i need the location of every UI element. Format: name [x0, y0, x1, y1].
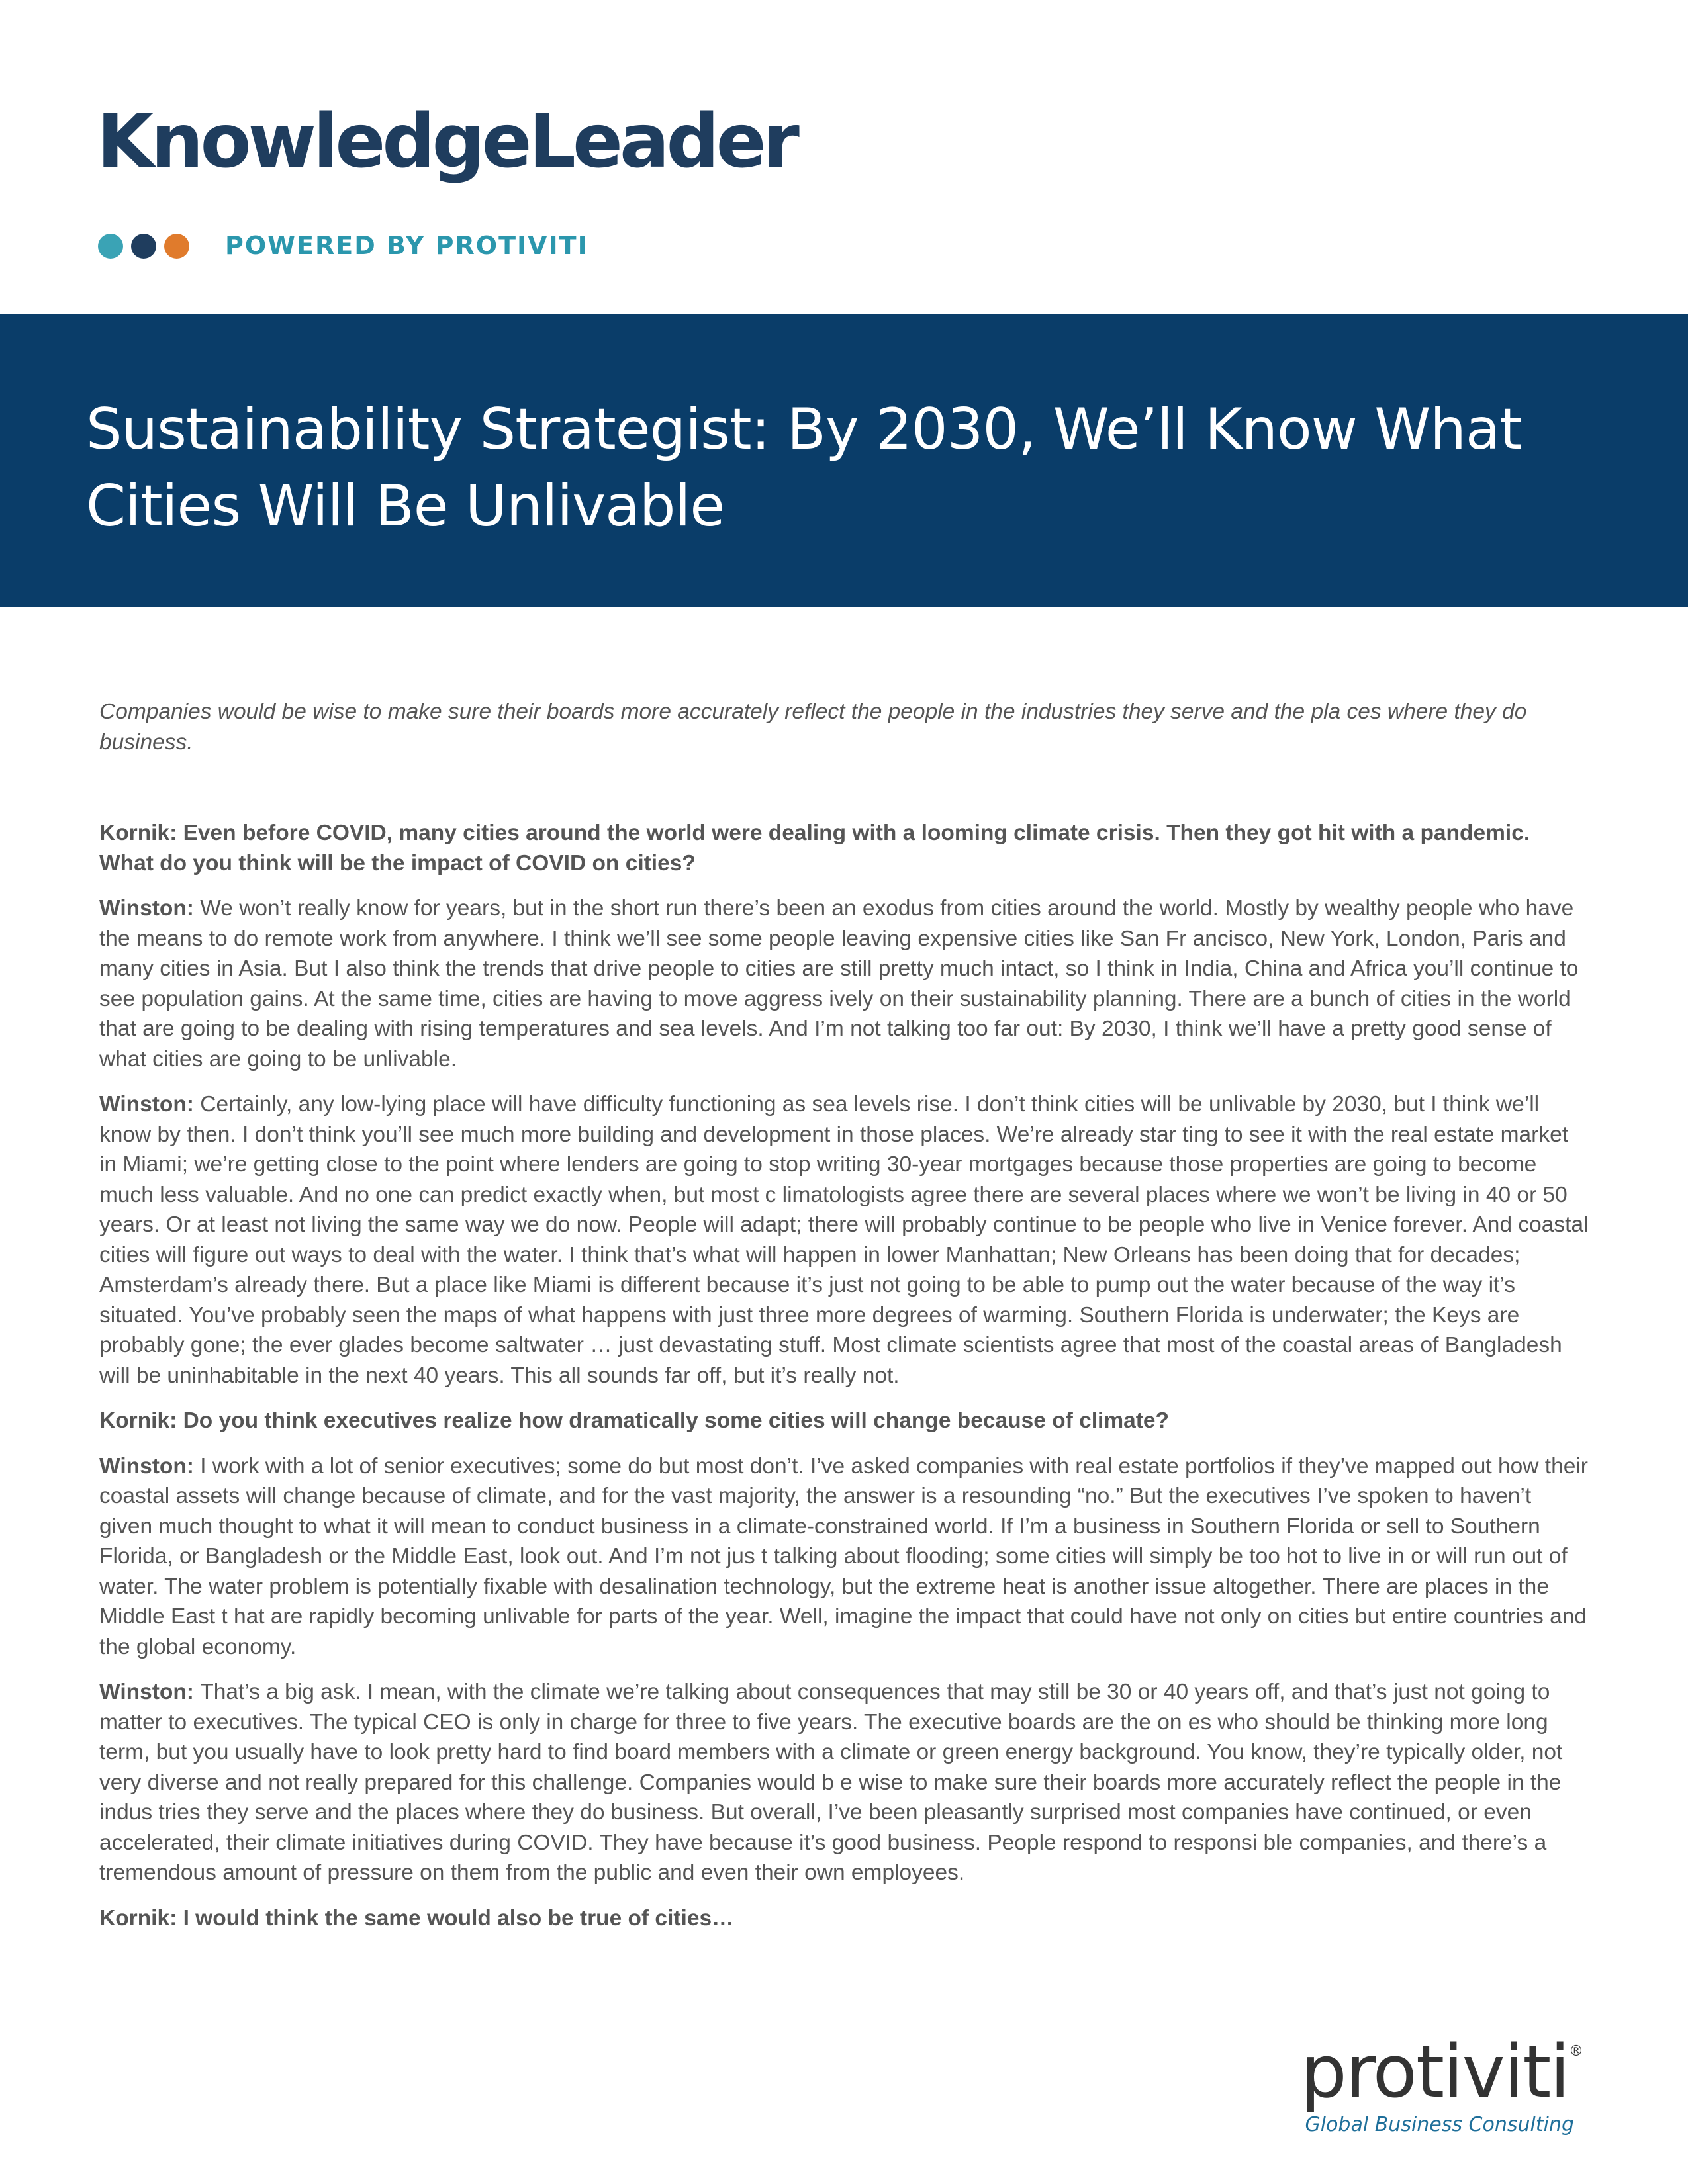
navy-dot-icon — [131, 234, 156, 259]
title-banner — [0, 314, 1688, 607]
speaker-label: Winston: — [99, 1092, 201, 1116]
protiviti-logo-text: protiviti — [1301, 2029, 1569, 2114]
speaker-label: Winston: — [99, 1680, 201, 1704]
teal-dot-icon — [98, 234, 123, 259]
speaker-label: Winston: — [99, 896, 201, 921]
paragraph-text: Even before COVID, many cities around the world were dealing with a looming climate crisis. Then they got hit with a pandemic. What do you think will be the impact of COVID on cities? — [99, 821, 1530, 876]
page-title-line-1: Sustainability Strategist: By 2030, We’ll Know What — [86, 396, 1522, 463]
protiviti-footer-logo — [1301, 2029, 1582, 2136]
knowledgeleader-logo: KnowledgeLeader — [97, 99, 796, 185]
registered-mark: ® — [1569, 2043, 1582, 2060]
page-title-line-2: Cities Will Be Unlivable — [86, 473, 725, 539]
interview-question — [99, 1406, 1589, 1436]
interview-question — [99, 818, 1589, 878]
speaker-label: Kornik: — [99, 821, 183, 845]
protiviti-wordmark — [1301, 2029, 1582, 2114]
interview-answer — [99, 1089, 1589, 1390]
speaker-label: Kornik: — [99, 1905, 183, 1931]
footer-tagline: Global Business Consulting — [1305, 2113, 1574, 2136]
interview-answer — [99, 1677, 1589, 1888]
paragraph-text: Certainly, any low-lying place will have difficulty functioning as sea levels rise. I don’t think cities will be unlivable by 2030, but I think we’ll know by then. I don’t think you’ll see much more building and development in those places. We’re already star ting to see it with the real estate market in Miami; we’re getting close to the point where lenders are going to stop writing 30-year mortgages because those properties are going to become much less valuable. And no one can predict exactly when, but most c limatologists agree there are several places where we won’t be living in 40 or 50 years. Or at least not living the same way we do now. People will adapt; there will probably continue to be people who live in Venice forever. And coastal cities will figure out ways to deal with the water. I think that’s what will happen in lower Manhattan; New Orleans has been doing that for decades; Amsterdam’s already there. But a place like Miami is different because it’s just not going to be able to pump out the water because of the way it’s situated. You’ve probably seen the maps of what happens with just three more degrees of warming. Southern Florida is underwater; the Keys are probably gone; the ever glades become saltwater … just devastating stuff. Most climate scientists agree that most of the coastal areas of Bangladesh will be uninhabitable in the next 40 years. This all sounds far off, but it’s really not. — [99, 1092, 1589, 1388]
speaker-label: Winston: — [99, 1453, 201, 1479]
paragraph-text: That’s a big ask. I mean, with the climate we’re talking about consequences that may still be 30 or 40 years off, and that’s just not going to matter to executives. The typical CEO is only in charge for three to five years. The executive boards are the on es who should be thinking more long term, but you usually have to look pretty hard to find board members with a climate or green energy background. You know, they’re typically older, not very diverse and not really prepared for this challenge. Companies would b e wise to make sure their boards more accurately reflect the people in the indus tries they serve and the places where they do business. But overall, I’ve been pleasantly surprised most companies have continued, or even accelerated, their climate initiatives during COVID. They have because it’s good business. People respond to responsi ble companies, and there’s a tremendous amount of pressure on them from the public and even their own employees. — [99, 1680, 1563, 1885]
paragraph-text: Do you think executives realize how dramatically some cities will change because of climate? — [183, 1408, 1169, 1433]
article-summary: Companies would be wise to make sure their boards more accurately reflect the people in the industries they serve and the pla ces where they do business. — [99, 700, 1527, 754]
interview-question — [99, 1903, 1589, 1934]
page-title — [86, 391, 1609, 545]
powered-by-label: POWERED BY PROTIVITI — [225, 231, 588, 260]
page-header — [0, 0, 1688, 314]
speaker-label: Kornik: — [99, 1408, 183, 1433]
article-body — [99, 697, 1589, 1948]
paragraph-text: I work with a lot of senior executives; some do but most don’t. I’ve asked companies with real estate portfolios if they’ve mapped out how their coastal assets will change because of climate, and for the vast majority, the answer is a resounding “no.” But the executives I’ve spoken to haven’t given much thought to what it will mean to conduct business in a climate-constrained world. If I’m a business in Southern Florida or sell to Southern Florida, or Bangladesh or the Middle East, look out. And I’m not jus t talking about flooding; some cities will simply be too hot to live in or will run out of water. The water problem is potentially fixable with desalination technology, but the extreme heat is another issue altogether. There are places in the Middle East t hat are rapidly becoming unlivable for parts of the year. Well, imagine the impact that could have not only on cities but entire countries and the global economy. — [99, 1453, 1588, 1659]
interview-answer — [99, 1451, 1589, 1662]
orange-dot-icon — [164, 234, 189, 259]
paragraph-text: We won’t really know for years, but in the short run there’s been an exodus from cities around the world. Mostly by wealthy people who have the means to do remote work from anywhere. I think we’ll see some people leaving expensive cities like San Fr ancisco, New York, London, Paris and many cities in Asia. But I also think the trends that drive people to cities are still pretty much intact, so I think in India, China and Africa you’ll continue to see population gains. At the same time, cities are having to move aggress ively on their sustainability planning. There are a bunch of cities in the world that are going to be dealing with rising temperatures and sea levels. And I’m not talking too far out: By 2030, I think we’ll have a pretty good sense of what cities are going to be unlivable. — [99, 896, 1579, 1071]
paragraph-text: I would think the same would also be true of cities… — [183, 1905, 734, 1931]
interview-answer — [99, 893, 1589, 1074]
